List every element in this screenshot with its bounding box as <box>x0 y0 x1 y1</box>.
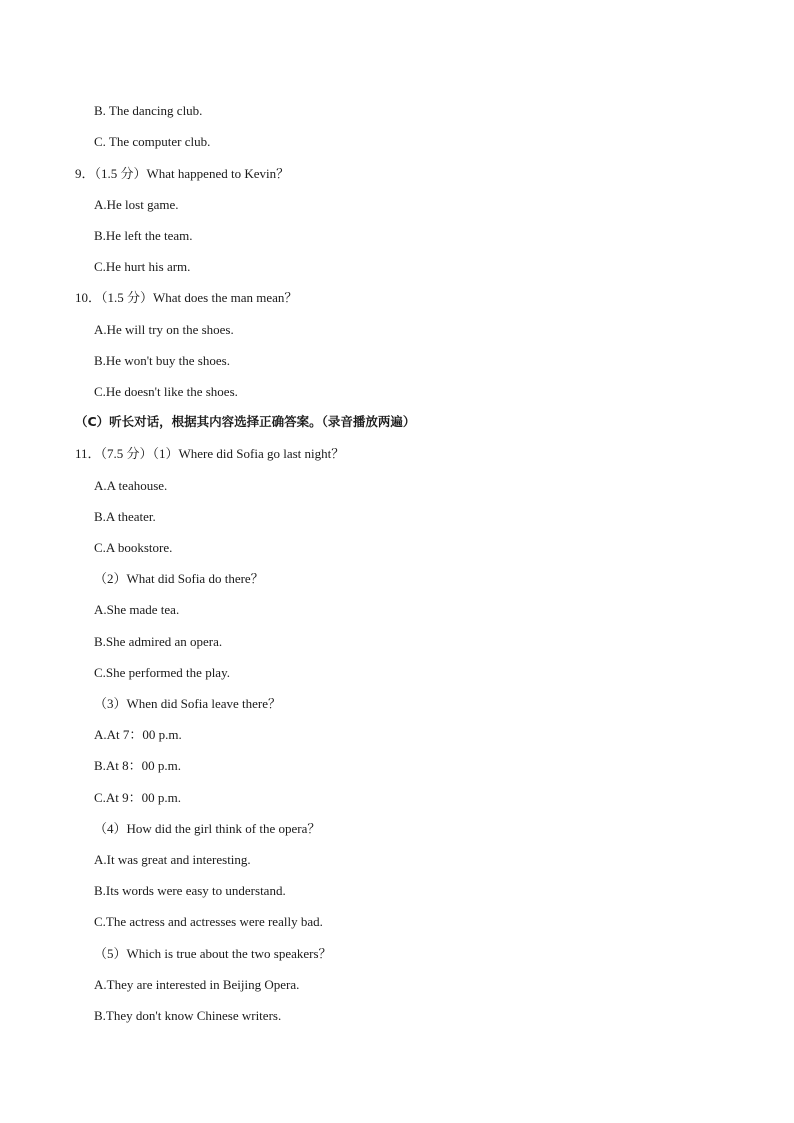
option-9b: B.He left the team. <box>94 228 193 243</box>
option-11-2a: A.She made tea. <box>94 602 180 617</box>
section-heading-c: （C）听长对话，根据其内容选择正确答案。（录音播放两遍） <box>75 414 416 429</box>
option-10c: C.He doesn't like the shoes. <box>94 384 238 399</box>
option-9c: C.He hurt his arm. <box>94 259 191 274</box>
option-11-1b: B.A theater. <box>94 509 156 524</box>
option-10a: A.He will try on the shoes. <box>94 322 234 337</box>
option-11-1c: C.A bookstore. <box>94 540 173 555</box>
question-10: 10．（1.5 分）What does the man mean？ <box>75 290 298 305</box>
subquestion-11-4: （4）How did the girl think of the opera？ <box>94 821 321 836</box>
question-9: 9．（1.5 分）What happened to Kevin？ <box>75 166 290 181</box>
option-11-5a: A.They are interested in Beijing Opera. <box>94 977 300 992</box>
option-11-1a: A.A teahouse. <box>94 478 168 493</box>
option-11-4b: B.Its words were easy to understand. <box>94 883 286 898</box>
option-11-3c: C.At 9：00 p.m. <box>94 790 182 805</box>
option-11-3a: A.At 7：00 p.m. <box>94 727 182 742</box>
option-11-2c: C.She performed the play. <box>94 665 230 680</box>
subquestion-11-5: （5）Which is true about the two speakers？ <box>94 946 332 961</box>
option-11-2b: B.She admired an opera. <box>94 634 223 649</box>
option-11-4a: A.It was great and interesting. <box>94 852 251 867</box>
option-11-5b: B.They don't know Chinese writers. <box>94 1008 282 1023</box>
option-9a: A.He lost game. <box>94 197 179 212</box>
option-10b: B.He won't buy the shoes. <box>94 353 230 368</box>
option-8b: B. The dancing club. <box>94 103 203 118</box>
option-8c: C. The computer club. <box>94 134 211 149</box>
option-11-3b: B.At 8：00 p.m. <box>94 758 182 773</box>
question-11: 11．（7.5 分）（1）Where did Sofia go last night？ <box>75 446 345 461</box>
option-11-4c: C.The actress and actresses were really bad. <box>94 914 323 929</box>
subquestion-11-2: （2）What did Sofia do there？ <box>94 571 264 586</box>
subquestion-11-3: （3）When did Sofia leave there？ <box>94 696 281 711</box>
